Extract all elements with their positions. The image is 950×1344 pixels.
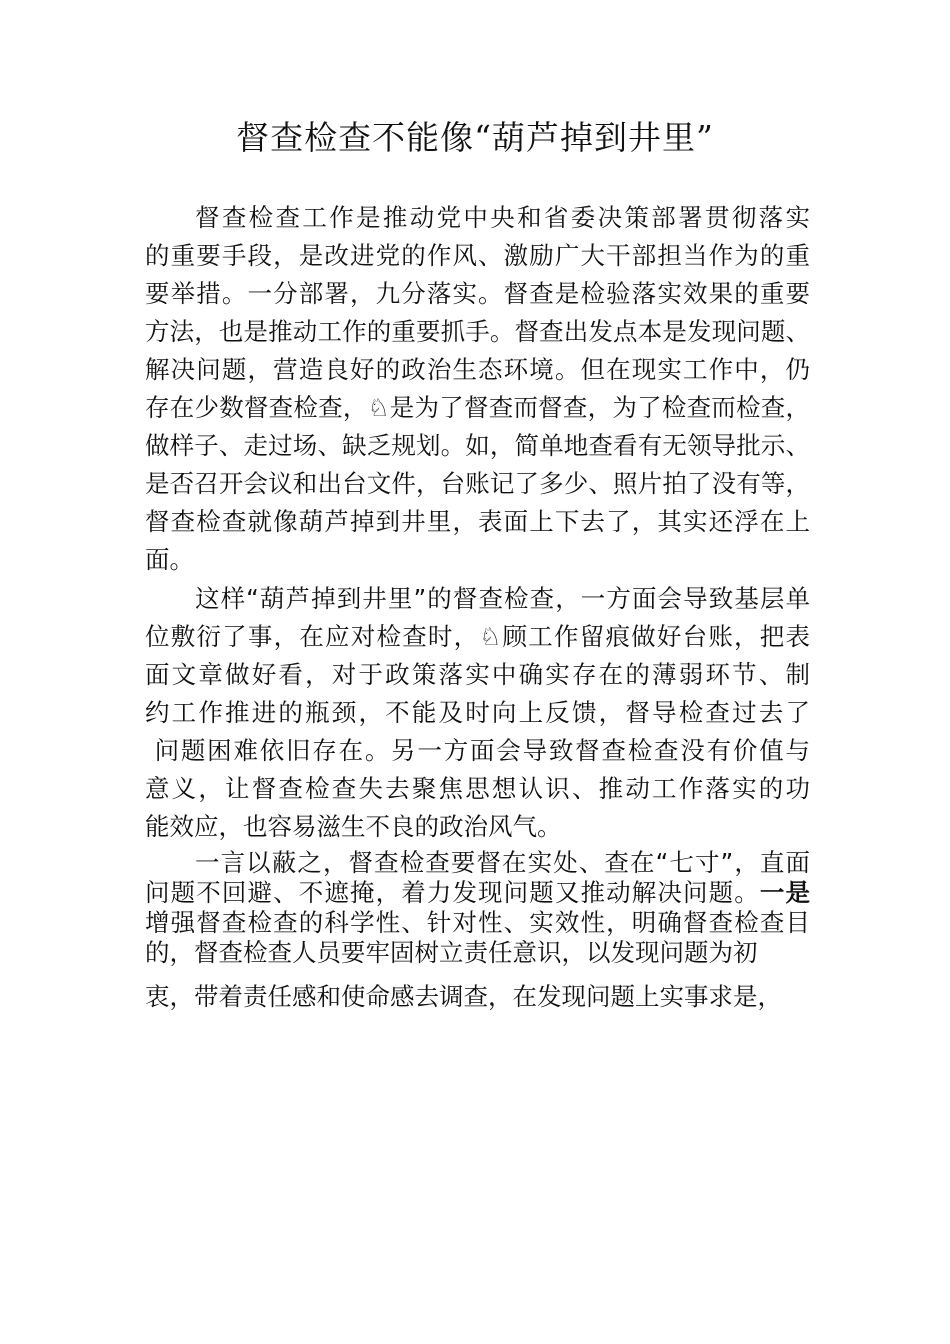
emphasis-text: 一是 [759, 878, 811, 907]
paragraph-line-text: 问题不回避、不遮掩，着力发现问题又推动解决问题。 [145, 878, 760, 907]
paragraph-line: 做样子、走过场、缺乏规划。如，简单地查看有无领导批示、 [145, 431, 810, 460]
paragraph-3 [145, 848, 810, 1012]
paragraph-line: 这样“葫芦掉到井里”的督查检查，一方面会导致基层单 [195, 584, 810, 613]
paragraph-line: 衷，带着责任感和使命感去调查，在发现问题上实事求是， [145, 982, 782, 1011]
paragraph-line: 的重要手段，是改进党的作风、激励广大干部担当作为的重 [145, 241, 810, 270]
paragraph-line: 位敷衍了事，在应对检查时，♘顾工作留痕做好台账，把表 [145, 622, 810, 651]
paragraph-line: 督查检查就像葫芦掉到井里，表面上下去了，其实还浮在上 [145, 507, 810, 536]
paragraph-line: 解决问题，营造良好的政治生态环境。但在现实工作中，仍 [145, 355, 810, 384]
paragraph-1 [145, 199, 810, 579]
paragraph-line: 要举措。一分部署，九分落实。督查是检验落实效果的重要 [145, 279, 810, 308]
paragraph-line: 面文章做好看，对于政策落实中确实存在的薄弱环节、制 [145, 660, 810, 689]
paragraph-line: 能效应，也容易滋生不良的政治风气。 [145, 812, 562, 841]
paragraph-line: 约工作推进的瓶颈，不能及时向上反馈，督导检查过去了 [145, 698, 810, 727]
paragraph-line: 督查检查工作是推动党中央和省委决策部署贯彻落实 [195, 203, 810, 232]
paragraph-line: 是否召开会议和出台文件，台账记了多少、照片拍了没有等， [145, 469, 810, 498]
document-title: 督查检查不能像“葫芦掉到井里” [236, 118, 714, 157]
paragraph-line: 一言以蔽之，督查检查要督在实处、查在“七寸”，直面 [195, 848, 810, 877]
paragraph-line-with-emphasis [145, 878, 810, 908]
paragraph-line: 面。 [145, 545, 194, 574]
paragraph-line: 方法，也是推动工作的重要抓手。督查出发点本是发现问题、 [145, 317, 810, 346]
paragraph-2 [145, 580, 810, 846]
paragraph-line: 增强督查检查的科学性、针对性、实效性，明确督查检查目 [145, 908, 810, 937]
paragraph-line: 问题困难依旧存在。另一方面会导致督查检查没有价值与 [145, 736, 810, 765]
paragraph-line: 存在少数督查检查，♘是为了督查而督查，为了检查而检查， [145, 393, 810, 422]
paragraph-line: 的，督查检查人员要牢固树立责任意识，以发现问题为初 [145, 938, 758, 967]
paragraph-line: 意义，让督查检查失去聚焦思想认识、推动工作落实的功 [145, 774, 810, 803]
